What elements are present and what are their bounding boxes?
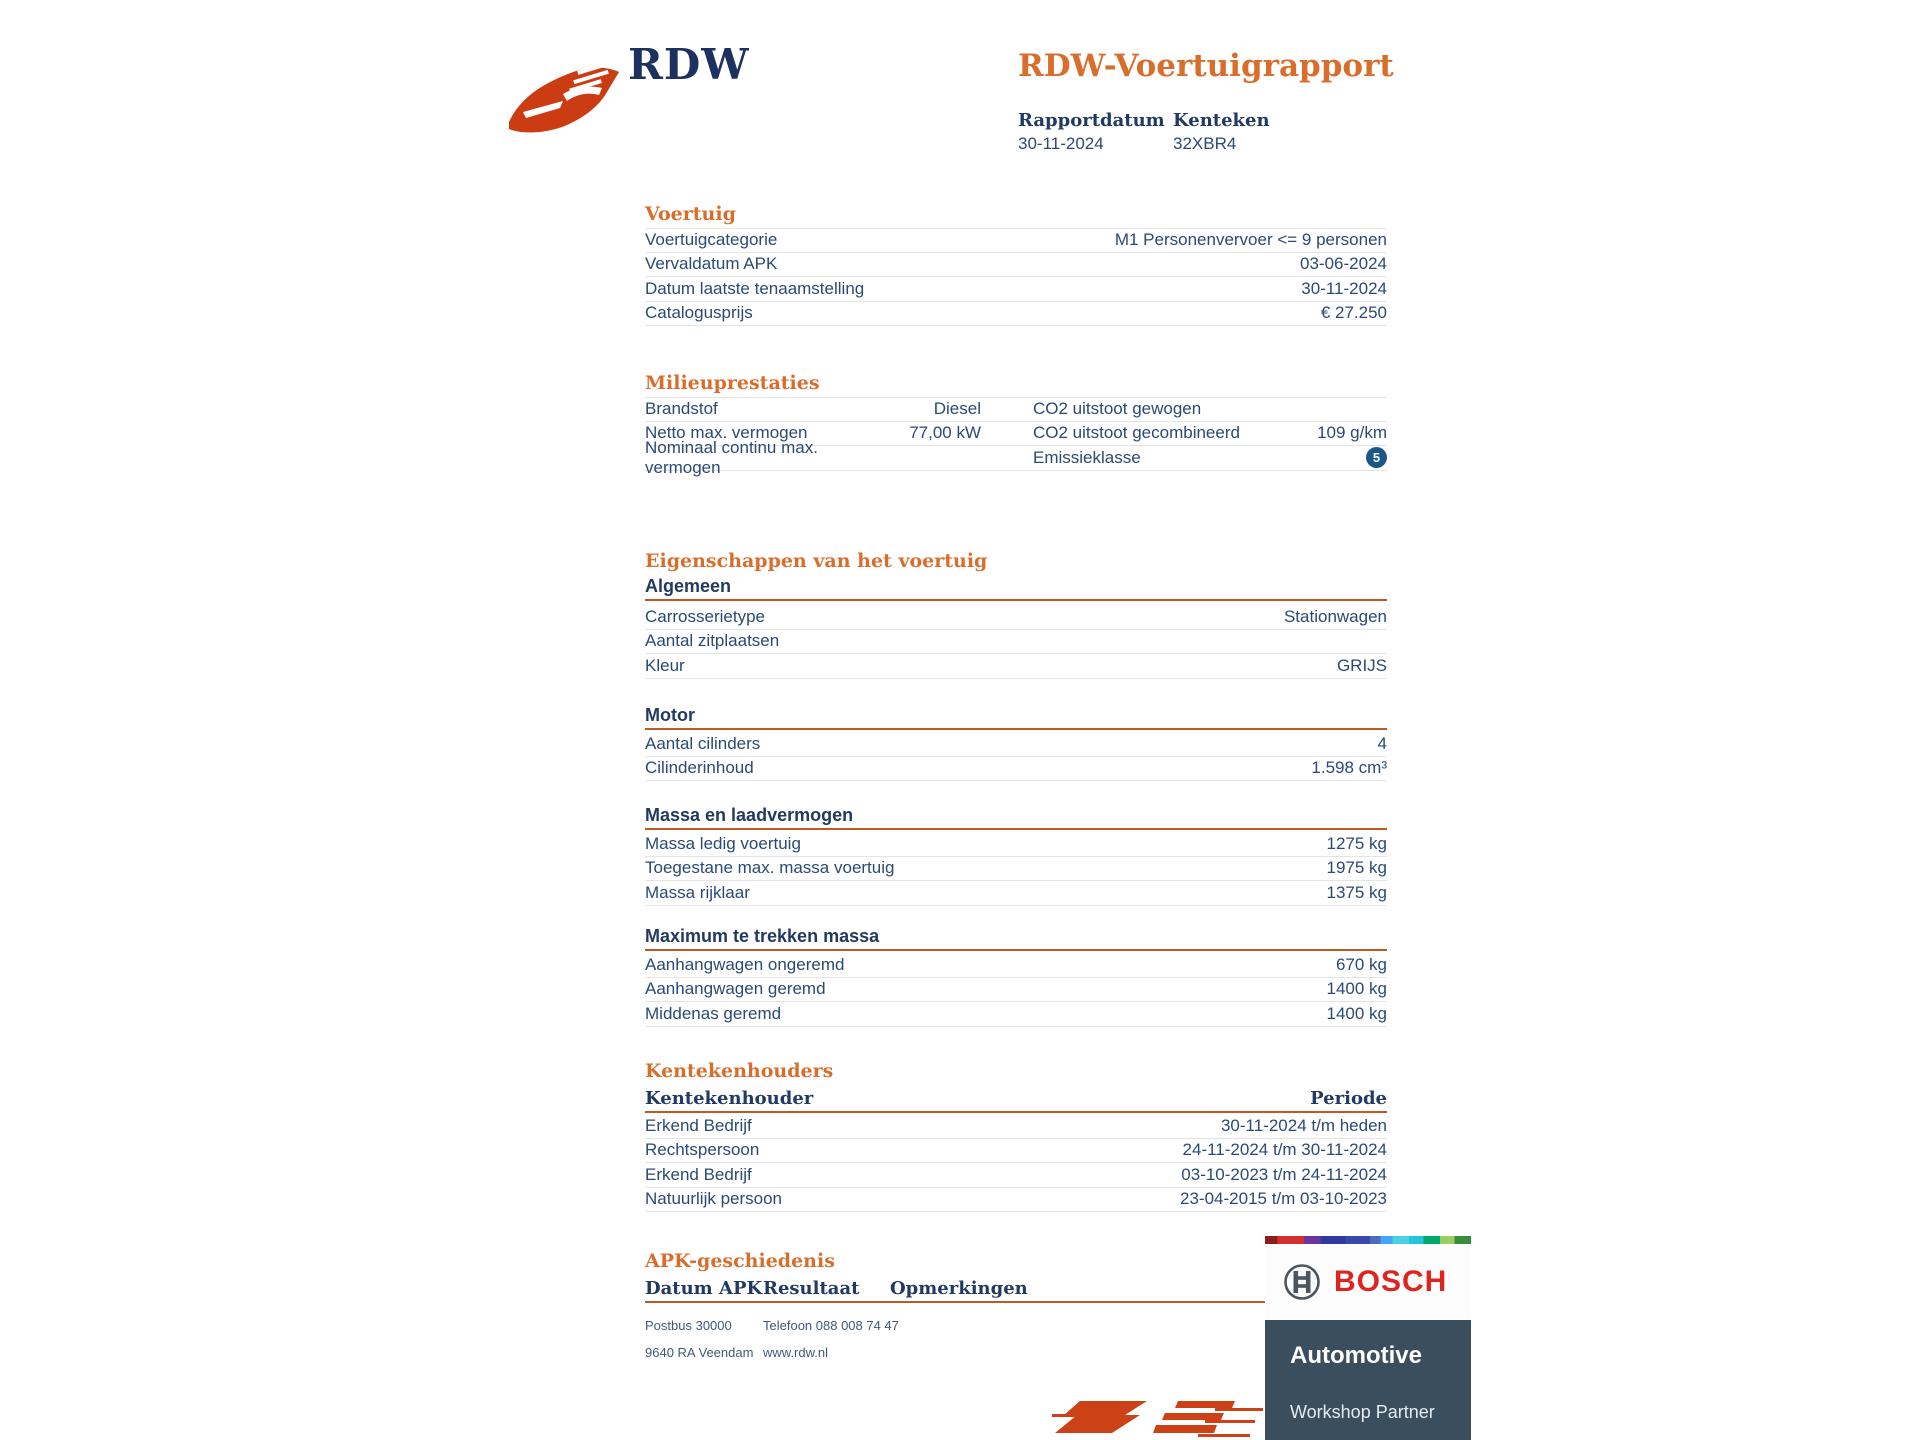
row-label: Emissieklasse <box>1033 447 1141 467</box>
row-label: Datum laatste tenaamstelling <box>645 278 865 298</box>
table-row <box>645 253 1387 278</box>
row-value: 1.598 cm³ <box>1311 758 1387 778</box>
row-label: Toegestane max. massa voertuig <box>645 858 895 878</box>
row-value: 77,00 kW <box>909 423 981 443</box>
table-row <box>645 397 1387 422</box>
holder-cell: Erkend Bedrijf <box>645 1164 752 1184</box>
row-label: Cilinderinhoud <box>645 758 754 778</box>
table-row <box>645 757 1387 782</box>
orange-rule <box>645 949 1387 951</box>
table-row <box>645 228 1387 253</box>
subsection-heading-trekken: Maximum te trekken massa <box>645 926 880 946</box>
period-cell: 23-04-2015 t/m 03-10-2023 <box>1180 1189 1387 1209</box>
row-value: 1275 kg <box>1326 833 1387 853</box>
row-value: 1375 kg <box>1326 882 1387 902</box>
bosch-logo-icon <box>1283 1263 1321 1301</box>
footer-phone: Telefoon 088 008 74 47 <box>763 1318 899 1333</box>
row-value: 1400 kg <box>1326 979 1387 999</box>
bosch-partner-label: Workshop Partner <box>1290 1402 1435 1422</box>
column-header-period: Periode <box>1310 1088 1387 1109</box>
table-row <box>645 437 1387 477</box>
rdw-wing-logo-icon <box>505 52 623 138</box>
algemeen-table <box>645 605 1387 679</box>
table-row <box>645 1188 1387 1213</box>
row-value: 30-11-2024 <box>1301 278 1387 298</box>
voertuig-table <box>645 228 1387 326</box>
bosch-brand-text: BOSCH <box>1334 1265 1448 1298</box>
table-row <box>645 605 1387 630</box>
period-cell: 03-10-2023 t/m 24-11-2024 <box>1181 1164 1387 1184</box>
row-value: 109 g/km <box>1317 423 1387 443</box>
row-value: M1 Personenvervoer <= 9 personen <box>1114 230 1387 250</box>
trekken-table <box>645 953 1387 1027</box>
subsection-heading-motor: Motor <box>645 705 695 725</box>
table-row <box>645 302 1387 327</box>
period-cell: 30-11-2024 t/m heden <box>1220 1115 1387 1135</box>
orange-rule <box>645 728 1387 730</box>
license-plate-value: 32XBR4 <box>1173 134 1237 153</box>
kentekenhouders-table <box>645 1114 1387 1212</box>
massa-table <box>645 832 1387 906</box>
row-label: Aantal cilinders <box>645 733 761 753</box>
row-label: Massa ledig voertuig <box>645 833 801 853</box>
section-heading-voertuig: Voertuig <box>645 203 736 225</box>
column-header-date: Datum APK <box>645 1278 763 1299</box>
rainbow-stripe <box>1265 1236 1471 1244</box>
bosch-division-label: Automotive <box>1290 1342 1422 1369</box>
row-label: Aanhangwagen ongeremd <box>645 954 845 974</box>
row-label: Netto max. vermogen <box>645 423 808 443</box>
table-row <box>645 654 1387 679</box>
table-row <box>645 978 1387 1003</box>
footer-website: www.rdw.nl <box>763 1345 829 1360</box>
report-date-value: 30-11-2024 <box>1018 134 1104 153</box>
row-label: CO2 uitstoot gewogen <box>1033 399 1202 419</box>
speed-lines-graphic <box>1050 1394 1270 1440</box>
row-value: Stationwagen <box>1283 606 1387 626</box>
row-label: Brandstof <box>645 399 718 419</box>
row-value: 1400 kg <box>1326 1003 1387 1023</box>
orange-rule <box>645 599 1387 601</box>
milieu-table <box>645 397 1387 477</box>
row-value: 03-06-2024 <box>1300 254 1387 274</box>
table-row <box>645 630 1387 655</box>
report-date-label: Rapportdatum <box>1018 110 1165 131</box>
row-value: 670 kg <box>1335 954 1387 974</box>
section-heading-milieuprestaties: Milieuprestaties <box>645 372 820 394</box>
table-row <box>645 1114 1387 1139</box>
table-row <box>645 1002 1387 1027</box>
column-header-remarks: Opmerkingen <box>890 1278 1028 1299</box>
row-label: Nominaal continu max. vermogen <box>645 437 818 477</box>
motor-table <box>645 732 1387 781</box>
period-cell: 24-11-2024 t/m 30-11-2024 <box>1182 1140 1387 1160</box>
section-heading-apk: APK-geschiedenis <box>645 1250 835 1272</box>
row-label: Catalogusprijs <box>645 303 753 323</box>
footer-address-line1: Postbus 30000 <box>645 1318 732 1333</box>
row-value: Diesel <box>933 399 981 419</box>
row-value: 4 <box>1377 733 1387 753</box>
table-row <box>645 732 1387 757</box>
table-row <box>645 857 1387 882</box>
page-title: RDW-Voertuigrapport <box>1018 48 1394 84</box>
rdw-wordmark: RDW <box>628 40 750 89</box>
table-row <box>645 832 1387 857</box>
column-header-result: Resultaat <box>763 1278 860 1299</box>
table-row <box>645 1163 1387 1188</box>
orange-rule <box>645 1111 1387 1113</box>
section-heading-eigenschappen: Eigenschappen van het voertuig <box>645 550 988 572</box>
row-label: Middenas geremd <box>645 1003 782 1023</box>
row-value: GRIJS <box>1336 655 1387 675</box>
orange-rule <box>645 828 1387 830</box>
table-row <box>645 1139 1387 1164</box>
row-label: Vervaldatum APK <box>645 254 778 274</box>
row-label: CO2 uitstoot gecombineerd <box>1033 423 1240 443</box>
table-row <box>645 277 1387 302</box>
section-heading-kentekenhouders: Kentekenhouders <box>645 1060 834 1082</box>
column-header-holder: Kentekenhouder <box>645 1088 814 1109</box>
bosch-partner-badge <box>1265 1236 1471 1440</box>
subsection-heading-massa: Massa en laadvermogen <box>645 805 854 825</box>
holder-cell: Rechtspersoon <box>645 1140 760 1160</box>
table-row <box>645 953 1387 978</box>
row-label: Voertuigcategorie <box>645 230 778 250</box>
row-value: € 27.250 <box>1320 303 1387 323</box>
subsection-heading-algemeen: Algemeen <box>645 576 732 596</box>
footer-address-line2: 9640 RA Veendam <box>645 1345 754 1360</box>
kentekenhouders-header <box>645 1086 1387 1111</box>
emission-class-badge: 5 <box>1366 447 1387 468</box>
table-row <box>645 881 1387 906</box>
license-plate-label: Kenteken <box>1173 110 1270 131</box>
holder-cell: Natuurlijk persoon <box>645 1189 783 1209</box>
row-label: Massa rijklaar <box>645 882 750 902</box>
holder-cell: Erkend Bedrijf <box>645 1115 752 1135</box>
row-value: 1975 kg <box>1326 858 1387 878</box>
row-label: Aanhangwagen geremd <box>645 979 826 999</box>
row-label: Carrosserietype <box>645 606 765 626</box>
row-label: Aantal zitplaatsen <box>645 631 780 651</box>
row-label: Kleur <box>645 655 685 675</box>
